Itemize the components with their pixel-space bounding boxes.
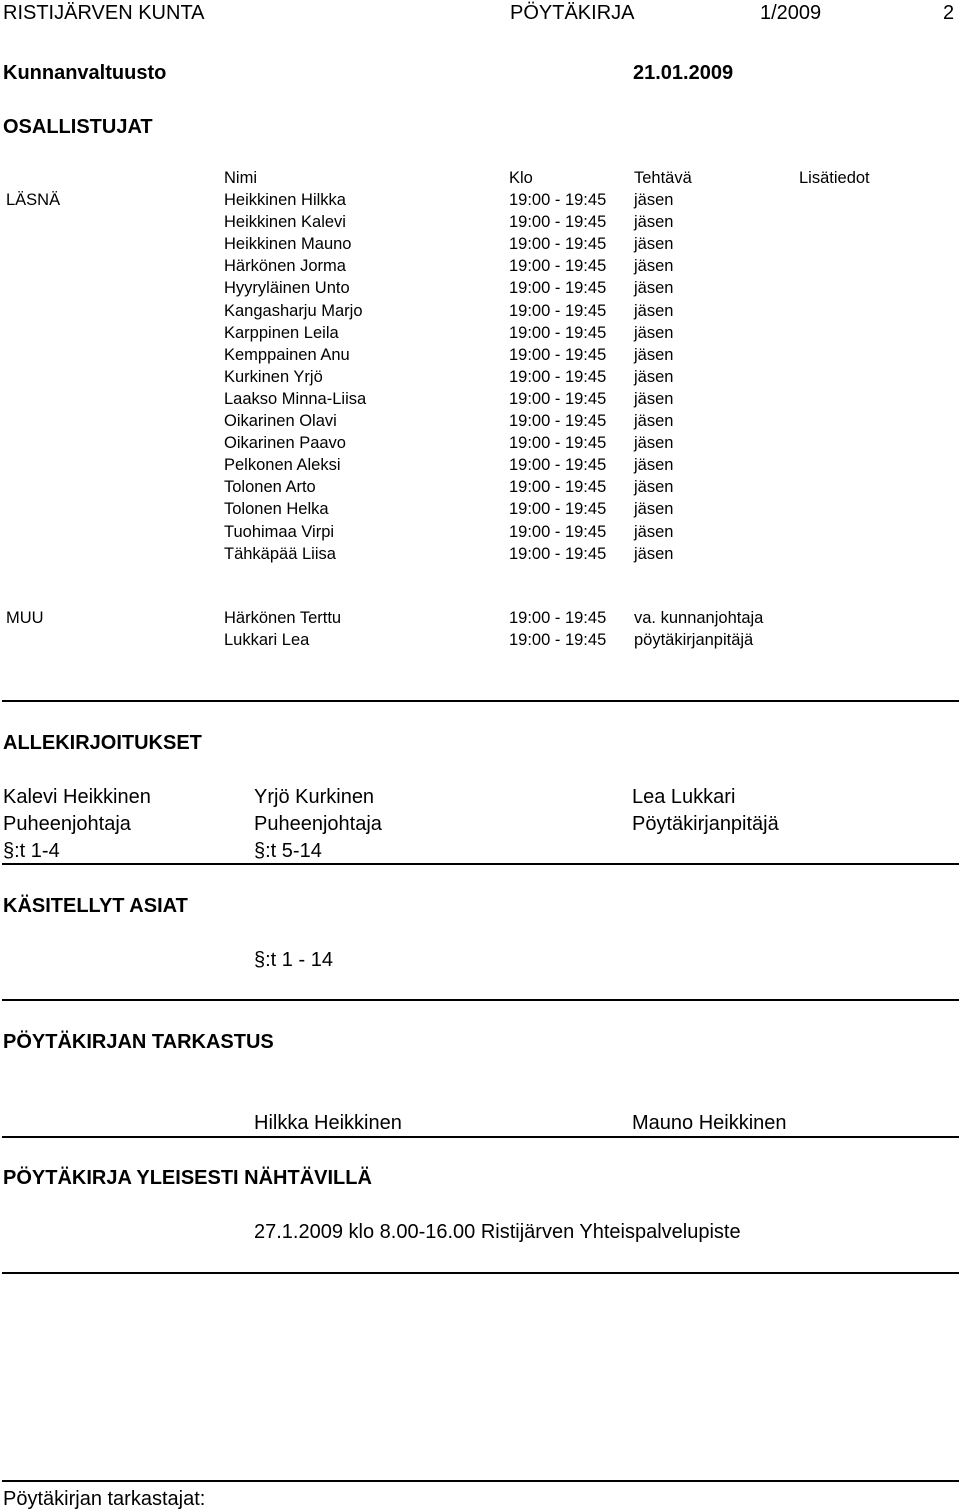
column-header-name: Nimi: [224, 169, 257, 187]
participant-row: [0, 346, 960, 368]
participant-time: 19:00 - 19:45: [509, 323, 607, 342]
participant-time: 19:00 - 19:45: [509, 367, 607, 386]
participant-name: Oikarinen Paavo: [224, 434, 346, 453]
column-header-time: Klo: [509, 169, 533, 187]
participant-role: jäsen: [634, 389, 674, 408]
meeting-body: Kunnanvaltuusto: [3, 62, 167, 84]
participant-time: 19:00 - 19:45: [509, 235, 607, 254]
review-heading: PÖYTÄKIRJAN TARKASTUS: [3, 1031, 274, 1053]
participant-row: [0, 609, 960, 631]
column-header-info: Lisätiedot: [799, 169, 870, 187]
document-number: 1/2009: [760, 2, 822, 24]
participant-name: Tuohimaa Virpi: [224, 522, 335, 541]
signer-sections: §:t 5-14: [254, 840, 322, 862]
participant-time: 19:00 - 19:45: [509, 191, 607, 209]
participant-time: 19:00 - 19:45: [509, 631, 607, 649]
other-label: MUU: [6, 609, 44, 627]
signer-title: Pöytäkirjanpitäjä: [632, 813, 779, 835]
handled-sections: §:t 1 - 14: [254, 949, 333, 971]
signatures-heading: ALLEKIRJOITUKSET: [3, 732, 202, 754]
participants-heading: OSALLISTUJAT: [3, 116, 153, 138]
participant-name: Tähkäpää Liisa: [224, 544, 336, 563]
participant-name: Heikkinen Kalevi: [224, 213, 346, 232]
participant-role: jäsen: [634, 345, 674, 364]
divider: [2, 700, 959, 702]
participant-row: [0, 368, 960, 390]
participant-role: jäsen: [634, 213, 674, 232]
page-number: 2: [943, 2, 955, 24]
participant-role: jäsen: [634, 235, 674, 254]
participant-row: [0, 324, 960, 346]
participant-role: jäsen: [634, 456, 674, 475]
participant-time: 19:00 - 19:45: [509, 257, 607, 276]
municipality-name: RISTIJÄRVEN KUNTA: [3, 2, 205, 24]
participant-name: Kurkinen Yrjö: [224, 367, 323, 386]
participant-time: 19:00 - 19:45: [509, 213, 607, 232]
participant-row: [0, 434, 960, 456]
participant-row: [0, 412, 960, 434]
participant-name: Heikkinen Mauno: [224, 235, 352, 254]
divider: [2, 863, 959, 865]
participant-name: Hyyryläinen Unto: [224, 279, 350, 298]
participant-name: Laakso Minna-Liisa: [224, 389, 367, 408]
participant-role: jäsen: [634, 434, 674, 453]
participant-row: [0, 191, 960, 213]
public-heading: PÖYTÄKIRJA YLEISESTI NÄHTÄVILLÄ: [3, 1167, 372, 1189]
participant-name: Karppinen Leila: [224, 323, 339, 342]
participant-role: jäsen: [634, 323, 674, 342]
participant-role: pöytäkirjanpitäjä: [634, 631, 754, 649]
participant-time: 19:00 - 19:45: [509, 301, 607, 320]
participant-name: Lukkari Lea: [224, 631, 310, 649]
participant-role: jäsen: [634, 478, 674, 497]
participant-role: jäsen: [634, 301, 674, 320]
participant-time: 19:00 - 19:45: [509, 456, 607, 475]
participant-time: 19:00 - 19:45: [509, 345, 607, 364]
participant-role: jäsen: [634, 500, 674, 519]
participant-role: jäsen: [634, 412, 674, 430]
participant-time: 19:00 - 19:45: [509, 389, 607, 408]
present-label: LÄSNÄ: [6, 191, 61, 209]
signer-title: Puheenjohtaja: [3, 813, 131, 835]
participant-role: jäsen: [634, 522, 674, 541]
participant-row: [0, 279, 960, 301]
participant-row: [0, 235, 960, 257]
participant-name: Heikkinen Hilkka: [224, 191, 346, 209]
reviewer-name: Hilkka Heikkinen: [254, 1112, 402, 1134]
signer-title: Puheenjohtaja: [254, 813, 382, 835]
meeting-date: 21.01.2009: [633, 62, 734, 84]
participant-role: jäsen: [634, 279, 674, 298]
signer-name: Yrjö Kurkinen: [254, 786, 375, 808]
participant-row: [0, 523, 960, 545]
participant-name: Tolonen Arto: [224, 478, 316, 497]
participant-role: jäsen: [634, 544, 674, 563]
reviewers-label: Pöytäkirjan tarkastajat:: [3, 1488, 206, 1510]
participant-row: [0, 213, 960, 235]
signer-sections: §:t 1-4: [3, 840, 60, 862]
participant-row: [0, 456, 960, 478]
public-availability: 27.1.2009 klo 8.00-16.00 Ristijärven Yhteispalvelupiste: [254, 1221, 741, 1243]
participant-name: Kangasharju Marjo: [224, 301, 363, 320]
participant-name: Härkönen Jorma: [224, 257, 346, 276]
participant-name: Tolonen Helka: [224, 500, 329, 519]
participant-name: Härkönen Terttu: [224, 609, 342, 627]
participant-name: Oikarinen Olavi: [224, 412, 337, 430]
column-header-role: Tehtävä: [634, 169, 692, 187]
divider: [2, 999, 959, 1001]
participant-row: [0, 545, 960, 567]
participant-time: 19:00 - 19:45: [509, 609, 607, 627]
document-type: PÖYTÄKIRJA: [510, 2, 635, 24]
participant-role: va. kunnanjohtaja: [634, 609, 764, 627]
signer-name: Kalevi Heikkinen: [3, 786, 151, 808]
divider: [2, 1480, 959, 1482]
participant-name: Pelkonen Aleksi: [224, 456, 341, 475]
participant-row: [0, 390, 960, 412]
handled-heading: KÄSITELLYT ASIAT: [3, 895, 188, 917]
participant-time: 19:00 - 19:45: [509, 522, 607, 541]
participant-role: jäsen: [634, 257, 674, 276]
participant-row: [0, 302, 960, 324]
divider: [2, 1272, 959, 1274]
participant-time: 19:00 - 19:45: [509, 279, 607, 298]
participant-role: jäsen: [634, 191, 674, 209]
divider: [2, 1136, 959, 1138]
participant-time: 19:00 - 19:45: [509, 478, 607, 497]
participant-row: [0, 631, 960, 653]
participant-time: 19:00 - 19:45: [509, 434, 607, 453]
participant-row: [0, 500, 960, 522]
participant-time: 19:00 - 19:45: [509, 412, 607, 430]
signer-name: Lea Lukkari: [632, 786, 736, 808]
reviewer-name: Mauno Heikkinen: [632, 1112, 787, 1134]
participant-name: Kemppainen Anu: [224, 345, 350, 364]
participant-time: 19:00 - 19:45: [509, 544, 607, 563]
participant-time: 19:00 - 19:45: [509, 500, 607, 519]
participant-row: [0, 257, 960, 279]
participant-role: jäsen: [634, 367, 674, 386]
participant-row: [0, 478, 960, 500]
